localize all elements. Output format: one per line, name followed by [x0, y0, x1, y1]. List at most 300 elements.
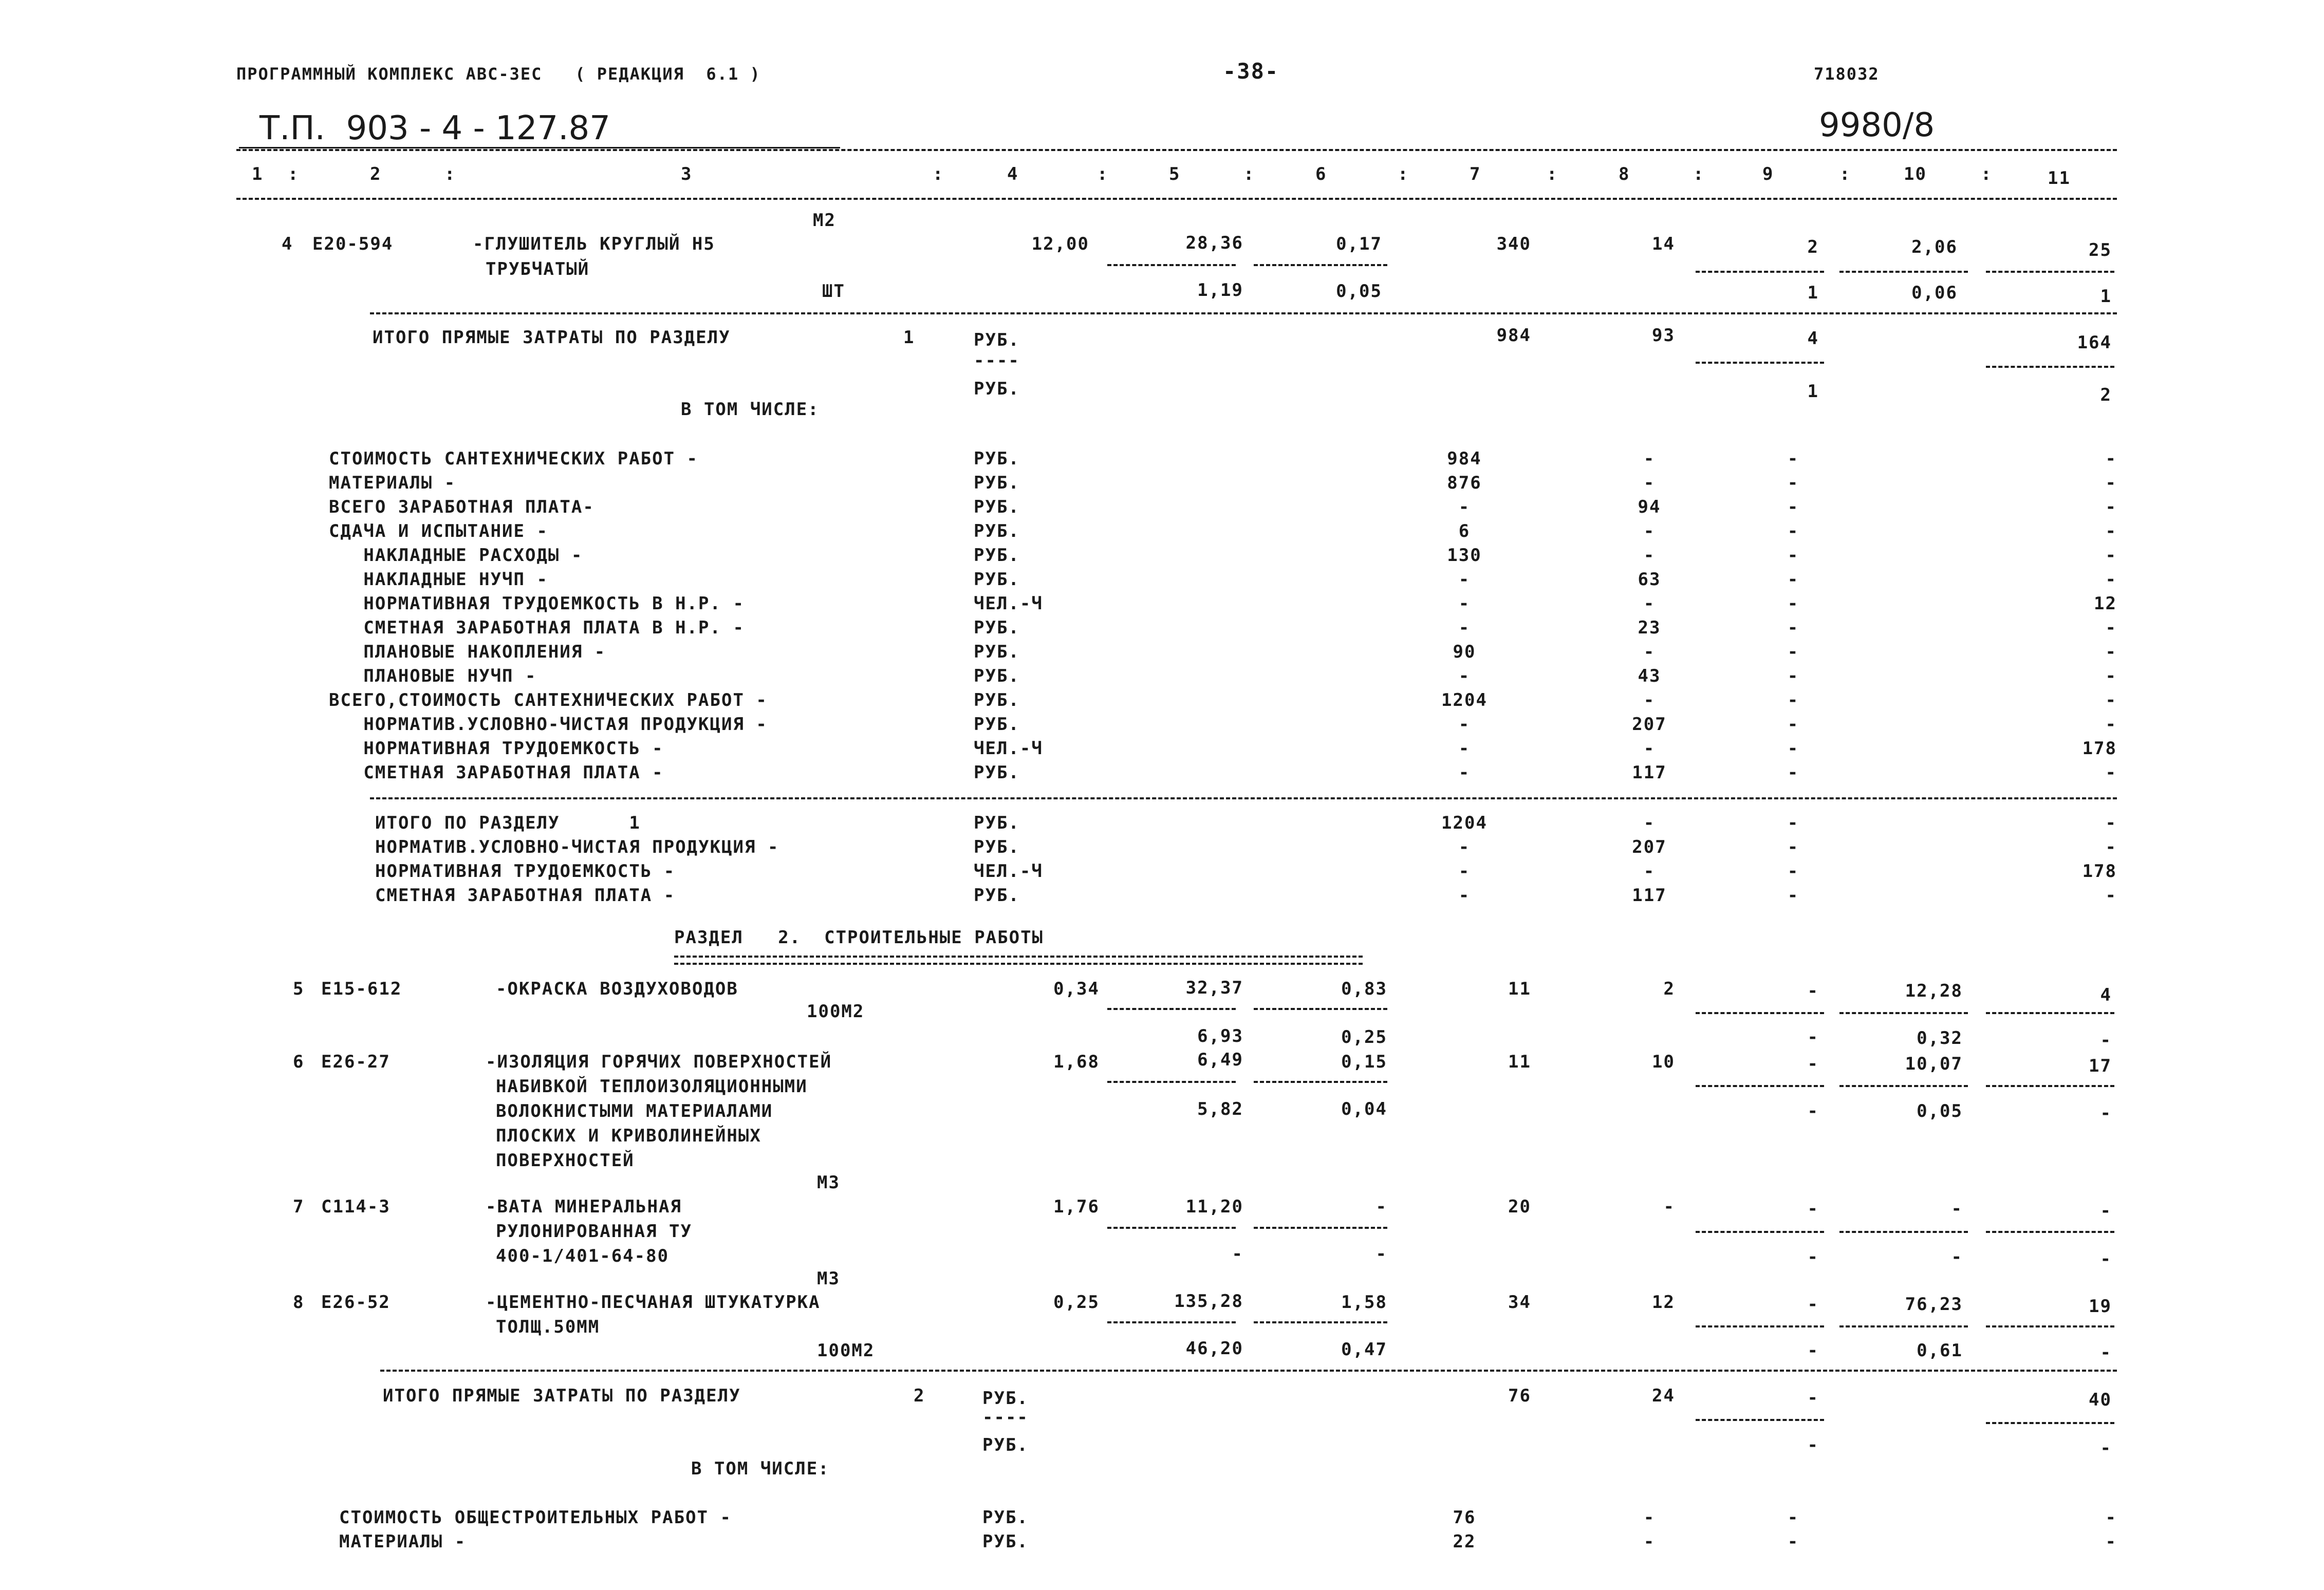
- section-rule: [380, 1370, 2117, 1372]
- item-name: -ГЛУШИТЕЛЬ КРУГЛЫЙ Н5: [473, 234, 715, 254]
- section-rule: [370, 797, 2117, 799]
- sheet-number: 9980/8: [1819, 106, 1935, 144]
- including-heading: В ТОМ ЧИСЛЕ:: [691, 1458, 830, 1479]
- cell-col9: -: [1787, 448, 1799, 469]
- cell-col8: 12: [1652, 1292, 1675, 1313]
- cell-col8: -: [1643, 1531, 1656, 1552]
- item-label: НАКЛАДНЫЕ РАСХОДЫ -: [329, 545, 583, 566]
- item-label: ПЛАНОВЫЕ НАКОПЛЕНИЯ -: [329, 642, 606, 662]
- unit-label: ЧЕЛ.-Ч: [974, 861, 1043, 882]
- cell-col11: 40: [2089, 1390, 2112, 1410]
- item-name: -ИЗОЛЯЦИЯ ГОРЯЧИХ ПОВЕРХНОСТЕЙ: [486, 1052, 832, 1072]
- cell-col7: -: [1458, 666, 1471, 686]
- colnum: 5: [1169, 164, 1181, 184]
- cell-col11: 1: [2100, 286, 2112, 307]
- cell-col8: -: [1643, 642, 1656, 662]
- cell-col5: 1,19: [1197, 280, 1243, 301]
- cell-col11: -: [2105, 618, 2117, 638]
- subrule: [1696, 1012, 1824, 1014]
- cell-col9: -: [1787, 593, 1799, 614]
- row-number: 4: [282, 234, 293, 254]
- subrule: [1107, 1227, 1236, 1229]
- cell-col10: 0,06: [1911, 283, 1958, 303]
- section-title: РАЗДЕЛ 2. СТРОИТЕЛЬНЫЕ РАБОТЫ: [674, 927, 1044, 948]
- cell-col8: 43: [1638, 666, 1661, 686]
- unit-label: РУБ.: [974, 837, 1020, 857]
- colnum-sep: :: [288, 164, 300, 184]
- cell-col8: 2: [1663, 979, 1675, 999]
- colnum-sep: :: [1981, 164, 1993, 184]
- unit-label: РУБ.: [974, 618, 1020, 638]
- cell-col6: -: [1375, 1244, 1387, 1264]
- rub-dash: ----: [982, 1407, 1029, 1428]
- cell-col9: -: [1807, 981, 1819, 1001]
- cell-col7: 76: [1453, 1507, 1476, 1528]
- cell-col9: -: [1807, 1199, 1819, 1219]
- item-label: ИТОГО ПО РАЗДЕЛУ 1: [375, 813, 641, 833]
- cell-col4: 1,76: [1053, 1196, 1100, 1217]
- cell-col11: -: [2105, 714, 2117, 735]
- unit-label: ЧЕЛ.-Ч: [974, 593, 1043, 614]
- colnum-sep: :: [1097, 164, 1109, 184]
- cell-col7: 34: [1508, 1292, 1531, 1313]
- cell-col4: 0,34: [1053, 979, 1100, 999]
- unit-label: РУБ.: [982, 1388, 1029, 1409]
- section-rule: [370, 312, 2117, 314]
- cell-col9: -: [1807, 1340, 1819, 1361]
- cell-col6: 0,47: [1341, 1339, 1387, 1360]
- item-name: НАБИВКОЙ ТЕПЛОИЗОЛЯЦИОННЫМИ: [496, 1076, 808, 1097]
- cell-col5: 135,28: [1174, 1291, 1243, 1312]
- cell-col11: -: [2105, 813, 2117, 833]
- subrule: [1986, 1422, 2114, 1424]
- cell-col9: -: [1787, 861, 1799, 882]
- unit-label: 100М2: [807, 1001, 865, 1022]
- cell-col7: 1204: [1441, 813, 1488, 833]
- item-label: СМЕТНАЯ ЗАРАБОТНАЯ ПЛАТА -: [375, 885, 676, 906]
- subrule: [1839, 1012, 1968, 1014]
- colnum: 4: [1007, 164, 1019, 184]
- cell-col8: 117: [1632, 762, 1667, 783]
- cell-col7: -: [1458, 861, 1471, 882]
- cell-col5: 6,93: [1197, 1026, 1243, 1046]
- cell-col10: 0,61: [1917, 1340, 1963, 1361]
- cell-col11: -: [2105, 1531, 2117, 1552]
- cell-col6: 0,05: [1336, 281, 1382, 302]
- cell-col7: 11: [1508, 1052, 1531, 1072]
- unit-label: РУБ.: [974, 642, 1020, 662]
- subrule: [1254, 1321, 1387, 1323]
- cell-col11: -: [2105, 545, 2117, 566]
- cell-col9: 1: [1807, 283, 1819, 303]
- cell-col11: -: [2100, 1249, 2112, 1269]
- subrule: [1986, 1231, 2114, 1233]
- cell-col8: -: [1643, 448, 1656, 469]
- cell-col11: 178: [2082, 738, 2117, 759]
- cell-col7: 984: [1447, 448, 1482, 469]
- item-name: -ОКРАСКА ВОЗДУХОВОДОВ: [496, 979, 738, 999]
- cell-col8: -: [1643, 738, 1656, 759]
- item-label: МАТЕРИАЛЫ -: [339, 1531, 467, 1552]
- subrule: [1696, 1085, 1824, 1087]
- item-label: СТОИМОСТЬ ОБЩЕСТРОИТЕЛЬНЫХ РАБОТ -: [339, 1507, 732, 1528]
- cell-col4: 0,25: [1053, 1292, 1100, 1313]
- unit-label: РУБ.: [974, 521, 1020, 541]
- norm-code: Е15-612: [321, 979, 402, 999]
- cell-col10: 12,28: [1905, 981, 1963, 1001]
- subrule: [1696, 1325, 1824, 1327]
- cell-col8: 94: [1638, 497, 1661, 517]
- item-label: СМЕТНАЯ ЗАРАБОТНАЯ ПЛАТА -: [329, 762, 664, 783]
- cell-col9: -: [1787, 1507, 1799, 1528]
- colnum-sep: :: [1547, 164, 1558, 184]
- cell-col11: 178: [2082, 861, 2117, 882]
- cell-col9: -: [1807, 1054, 1819, 1074]
- cell-col11: -: [2105, 762, 2117, 783]
- total-label: ИТОГО ПРЯМЫЕ ЗАТРАТЫ ПО РАЗДЕЛУ: [383, 1386, 741, 1406]
- cell-col10: 76,23: [1905, 1294, 1963, 1315]
- colnum-sep: :: [444, 164, 456, 184]
- item-label: СМЕТНАЯ ЗАРАБОТНАЯ ПЛАТА В Н.Р. -: [329, 618, 745, 638]
- cell-col8: 207: [1632, 837, 1667, 857]
- cell-col7: 6: [1458, 521, 1471, 541]
- cell-col9: -: [1787, 497, 1799, 517]
- cell-col7: 76: [1508, 1386, 1531, 1406]
- cell-col6: -: [1375, 1196, 1387, 1217]
- item-name: ТОЛЩ.50ММ: [496, 1317, 600, 1337]
- norm-code: Е20-594: [312, 234, 394, 254]
- total-label: ИТОГО ПРЯМЫЕ ЗАТРАТЫ ПО РАЗДЕЛУ: [373, 327, 731, 348]
- subrule: [1839, 271, 1968, 273]
- unit-label: РУБ.: [974, 473, 1020, 493]
- cell-col8: -: [1643, 521, 1656, 541]
- subrule: [1696, 1231, 1824, 1233]
- item-name: ВОЛОКНИСТЫМИ МАТЕРИАЛАМИ: [496, 1101, 773, 1121]
- item-name: -ЦЕМЕНТНО-ПЕСЧАНАЯ ШТУКАТУРКА: [486, 1292, 821, 1313]
- cell-col9: -: [1787, 885, 1799, 906]
- header-rule-bottom: [236, 198, 2117, 200]
- item-name: -ВАТА МИНЕРАЛЬНАЯ: [486, 1196, 682, 1217]
- cell-col11: -: [2100, 1342, 2112, 1363]
- colnum: 9: [1762, 164, 1774, 184]
- cell-col11: -: [2105, 885, 2117, 906]
- subrule: [1839, 1085, 1968, 1087]
- cell-col6: 0,83: [1341, 979, 1387, 999]
- unit-label: РУБ.: [982, 1507, 1029, 1528]
- unit-label: РУБ.: [974, 666, 1020, 686]
- cell-col8: -: [1643, 861, 1656, 882]
- colnum: 7: [1470, 164, 1481, 184]
- cell-col7: -: [1458, 593, 1471, 614]
- cell-col9: -: [1787, 738, 1799, 759]
- section-title-underline: [674, 956, 1363, 965]
- unit-label: РУБ.: [974, 379, 1020, 399]
- cell-col8: 23: [1638, 618, 1661, 638]
- cell-col11: -: [2105, 1507, 2117, 1528]
- subrule: [1254, 1008, 1387, 1010]
- cell-col9: -: [1787, 545, 1799, 566]
- cell-col11: 2: [2100, 385, 2112, 405]
- cell-col11: -: [2105, 473, 2117, 493]
- subrule: [1839, 1325, 1968, 1327]
- item-label: НОРМАТИВ.УСЛОВНО-ЧИСТАЯ ПРОДУКЦИЯ -: [329, 714, 768, 735]
- colnum: 1: [252, 164, 264, 184]
- unit-label: РУБ.: [974, 714, 1020, 735]
- item-label: НОРМАТИВНАЯ ТРУДОЕМКОСТЬ В Н.Р. -: [329, 593, 745, 614]
- project-underline: [239, 147, 840, 148]
- colnum-sep: :: [933, 164, 944, 184]
- cell-col7: 11: [1508, 979, 1531, 999]
- row-number: 6: [293, 1052, 305, 1072]
- cell-col10: 10,07: [1905, 1054, 1963, 1074]
- cell-col9: -: [1787, 714, 1799, 735]
- cell-col10: -: [1951, 1247, 1963, 1267]
- cell-col5: 6,49: [1197, 1050, 1243, 1070]
- item-label: НАКЛАДНЫЕ НУЧП -: [329, 569, 548, 590]
- cell-col9: -: [1807, 1294, 1819, 1315]
- subrule: [1986, 271, 2114, 273]
- cell-col11: -: [2105, 569, 2117, 590]
- item-label: ВСЕГО ЗАРАБОТНАЯ ПЛАТА-: [329, 497, 594, 517]
- subrule: [1107, 1008, 1236, 1010]
- cell-col8: 117: [1632, 885, 1667, 906]
- cell-col7: -: [1458, 569, 1471, 590]
- cell-col9: 2: [1807, 237, 1819, 257]
- cell-col4: 1,68: [1053, 1052, 1100, 1072]
- cell-col11: -: [2105, 666, 2117, 686]
- row-number: 8: [293, 1292, 305, 1313]
- item-label: НОРМАТИВ.УСЛОВНО-ЧИСТАЯ ПРОДУКЦИЯ -: [375, 837, 779, 857]
- subrule: [1986, 1085, 2114, 1087]
- cell-col10: 2,06: [1911, 237, 1958, 257]
- cell-col7: 340: [1496, 234, 1531, 254]
- colnum: 10: [1904, 164, 1927, 184]
- cell-col9: -: [1787, 569, 1799, 590]
- cell-col9: -: [1787, 1531, 1799, 1552]
- item-label: НОРМАТИВНАЯ ТРУДОЕМКОСТЬ -: [329, 738, 664, 759]
- unit-label: М2: [813, 210, 836, 231]
- norm-code: С114-3: [321, 1196, 391, 1217]
- item-name: ПОВЕРХНОСТЕЙ: [496, 1150, 635, 1171]
- colnum-sep: :: [1693, 164, 1705, 184]
- cell-col11: 164: [2077, 332, 2112, 353]
- cell-col8: -: [1643, 473, 1656, 493]
- colnum-sep: :: [1839, 164, 1851, 184]
- including-heading: В ТОМ ЧИСЛЕ:: [681, 399, 820, 420]
- cell-col11: -: [2105, 642, 2117, 662]
- cell-col7: 90: [1453, 642, 1476, 662]
- document-code: 718032: [1814, 64, 1880, 84]
- item-name: 400-1/401-64-80: [496, 1246, 670, 1266]
- subrule: [1986, 1012, 2114, 1014]
- unit-label: РУБ.: [974, 545, 1020, 566]
- subrule: [1696, 1419, 1824, 1421]
- item-name: ПЛОСКИХ И КРИВОЛИНЕЙНЫХ: [496, 1126, 761, 1146]
- subrule: [1839, 1231, 1968, 1233]
- cell-col9: 1: [1807, 381, 1819, 402]
- cell-col6: 0,25: [1341, 1027, 1387, 1047]
- cell-col8: -: [1643, 813, 1656, 833]
- item-name: ТРУБЧАТЫЙ: [486, 259, 590, 279]
- cell-col9: -: [1787, 521, 1799, 541]
- item-label: СТОИМОСТЬ САНТЕХНИЧЕСКИХ РАБОТ -: [329, 448, 699, 469]
- subrule: [1254, 1227, 1387, 1229]
- colnum: 8: [1619, 164, 1630, 184]
- cell-col8: 63: [1638, 569, 1661, 590]
- item-label: МАТЕРИАЛЫ -: [329, 473, 456, 493]
- cell-col11: 25: [2089, 240, 2112, 260]
- cell-col8: -: [1643, 545, 1656, 566]
- cell-col9: -: [1787, 690, 1799, 710]
- subrule: [1986, 1325, 2114, 1327]
- unit-label: ЧЕЛ.-Ч: [974, 738, 1043, 759]
- cell-col5: 5,82: [1197, 1099, 1243, 1119]
- cell-col9: -: [1787, 473, 1799, 493]
- unit-label: РУБ.: [974, 690, 1020, 710]
- cell-col9: -: [1807, 1435, 1819, 1455]
- cell-col11: 4: [2100, 985, 2112, 1005]
- cell-col8: -: [1643, 690, 1656, 710]
- unit-label: РУБ.: [974, 448, 1020, 469]
- cell-col11: -: [2100, 1030, 2112, 1051]
- cell-col9: -: [1807, 1027, 1819, 1047]
- colnum-sep: :: [1398, 164, 1409, 184]
- section-number: 1: [903, 327, 915, 348]
- cell-col8: -: [1643, 1507, 1656, 1528]
- section-number: 2: [914, 1386, 925, 1406]
- cell-col9: -: [1787, 618, 1799, 638]
- cell-col8: 10: [1652, 1052, 1675, 1072]
- cell-col7: -: [1458, 837, 1471, 857]
- cell-col6: 0,17: [1336, 234, 1382, 254]
- subrule: [1986, 366, 2114, 368]
- subrule: [1107, 1081, 1236, 1083]
- cell-col8: 93: [1652, 325, 1675, 346]
- item-label: СДАЧА И ИСПЫТАНИЕ -: [329, 521, 548, 541]
- cell-col11: 12: [2094, 593, 2117, 614]
- cell-col5: 11,20: [1185, 1196, 1243, 1217]
- item-label: НОРМАТИВНАЯ ТРУДОЕМКОСТЬ -: [375, 861, 676, 882]
- cell-col7: -: [1458, 618, 1471, 638]
- cell-col4: 12,00: [1031, 234, 1089, 254]
- unit-label: РУБ.: [982, 1531, 1029, 1552]
- norm-code: Е26-27: [321, 1052, 391, 1072]
- unit-label: РУБ.: [974, 885, 1020, 906]
- cell-col10: 0,05: [1917, 1101, 1963, 1121]
- cell-col8: -: [1643, 593, 1656, 614]
- cell-col9: -: [1807, 1247, 1819, 1267]
- cell-col6: 0,04: [1341, 1099, 1387, 1119]
- colnum: 2: [370, 164, 382, 184]
- cell-col9: -: [1787, 642, 1799, 662]
- cell-col9: -: [1787, 837, 1799, 857]
- cell-col10: -: [1951, 1199, 1963, 1219]
- cell-col9: -: [1787, 762, 1799, 783]
- cell-col11: -: [2100, 1201, 2112, 1221]
- unit-label: РУБ.: [974, 813, 1020, 833]
- cell-col9: -: [1787, 666, 1799, 686]
- subrule: [1696, 271, 1824, 273]
- subrule: [1107, 264, 1236, 266]
- cell-col5: 32,37: [1185, 978, 1243, 998]
- colnum: 6: [1315, 164, 1327, 184]
- cell-col9: -: [1807, 1101, 1819, 1121]
- cell-col7: -: [1458, 762, 1471, 783]
- cell-col5: 28,36: [1185, 233, 1243, 253]
- unit-label: РУБ.: [974, 762, 1020, 783]
- cell-col11: 17: [2089, 1056, 2112, 1076]
- subrule: [1254, 264, 1387, 266]
- cell-col7: 984: [1496, 325, 1531, 346]
- unit-label: РУБ.: [982, 1435, 1029, 1455]
- subrule: [1254, 1081, 1387, 1083]
- cell-col9: -: [1787, 813, 1799, 833]
- unit-label: РУБ.: [974, 330, 1020, 350]
- row-number: 5: [293, 979, 305, 999]
- unit-label: М3: [817, 1268, 840, 1289]
- cell-col10: 0,32: [1917, 1028, 1963, 1049]
- cell-col7: -: [1458, 714, 1471, 735]
- cell-col7: -: [1458, 497, 1471, 517]
- cell-col5: -: [1232, 1244, 1243, 1264]
- cell-col8: 14: [1652, 234, 1675, 254]
- cell-col11: 19: [2089, 1296, 2112, 1317]
- cell-col11: -: [2105, 497, 2117, 517]
- cell-col7: 130: [1447, 545, 1482, 566]
- unit-label: М3: [817, 1172, 840, 1193]
- unit-label: ШТ: [822, 281, 845, 302]
- cell-col7: -: [1458, 738, 1471, 759]
- cell-col6: 1,58: [1341, 1292, 1387, 1313]
- item-name: РУЛОНИРОВАННАЯ ТУ: [496, 1221, 692, 1242]
- program-title: ПРОГРАММНЫЙ КОМПЛЕКС АВС-ЗЕС ( РЕДАКЦИЯ 6.1 ): [236, 64, 761, 84]
- norm-code: Е26-52: [321, 1292, 391, 1313]
- item-label: ВСЕГО,СТОИМОСТЬ САНТЕХНИЧЕСКИХ РАБОТ -: [329, 690, 768, 710]
- colnum: 11: [2048, 168, 2071, 189]
- unit-label: РУБ.: [974, 569, 1020, 590]
- subrule: [1107, 1321, 1236, 1323]
- cell-col6: 0,15: [1341, 1052, 1387, 1072]
- cell-col7: -: [1458, 885, 1471, 906]
- cell-col9: -: [1807, 1388, 1819, 1408]
- row-number: 7: [293, 1196, 305, 1217]
- cell-col7: 1204: [1441, 690, 1488, 710]
- cell-col8: 207: [1632, 714, 1667, 735]
- project-number: Т.П. 903 - 4 - 127.87: [259, 109, 610, 147]
- item-label: ПЛАНОВЫЕ НУЧП -: [329, 666, 537, 686]
- unit-label: РУБ.: [974, 497, 1020, 517]
- header-rule-top: [236, 149, 2117, 151]
- cell-col7: 876: [1447, 473, 1482, 493]
- cell-col8: -: [1663, 1196, 1675, 1217]
- colnum-sep: :: [1243, 164, 1255, 184]
- cell-col11: -: [2100, 1438, 2112, 1458]
- rub-dash: ----: [974, 350, 1020, 371]
- page-number: -38-: [1223, 59, 1279, 84]
- cell-col11: -: [2105, 690, 2117, 710]
- cell-col11: -: [2105, 521, 2117, 541]
- unit-label: 100М2: [817, 1340, 875, 1361]
- cell-col9: 4: [1807, 328, 1819, 349]
- cell-col5: 46,20: [1185, 1338, 1243, 1359]
- colnum: 3: [681, 164, 693, 184]
- cell-col7: 22: [1453, 1531, 1476, 1552]
- cell-col8: 24: [1652, 1386, 1675, 1406]
- cell-col11: -: [2105, 448, 2117, 469]
- subrule: [1696, 362, 1824, 364]
- cell-col7: 20: [1508, 1196, 1531, 1217]
- cell-col11: -: [2105, 837, 2117, 857]
